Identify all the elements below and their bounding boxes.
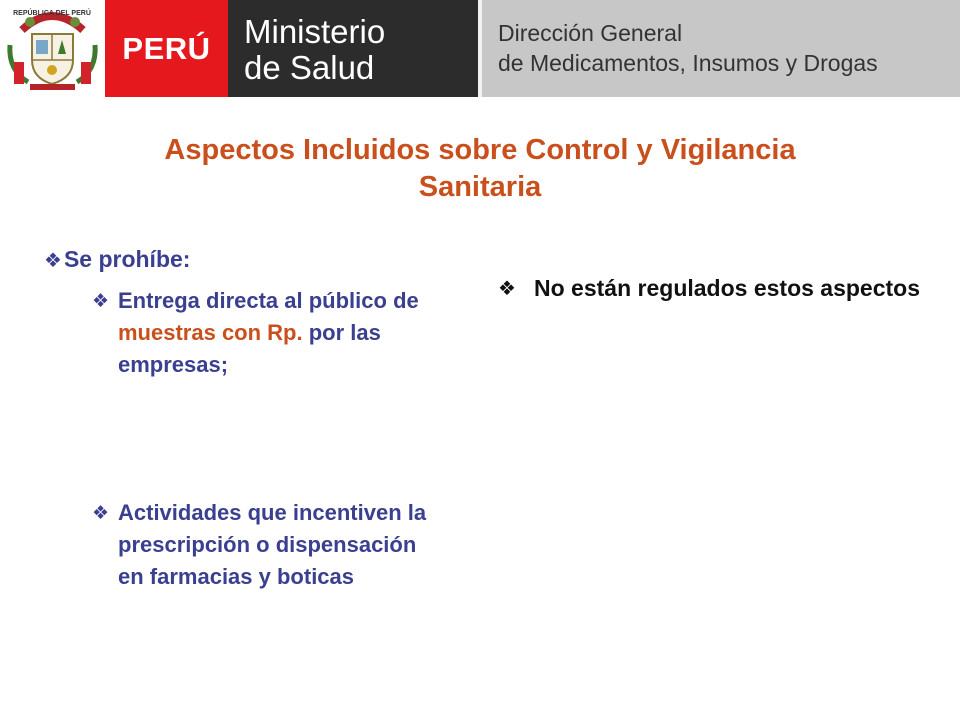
right-list-item <box>498 272 934 304</box>
left-column <box>44 244 464 275</box>
item2-text: Actividades que incentiven la prescripción o dispensación en farmacias y boticas <box>118 500 427 589</box>
diamond-bullet-icon: ❖ <box>44 248 62 272</box>
prohibited-heading <box>44 244 464 275</box>
country-label: PERÚ <box>122 31 211 66</box>
emblem-area <box>0 0 105 97</box>
diamond-bullet-icon: ❖ <box>498 276 516 300</box>
title-line-1: Aspectos Incluidos sobre Control y Vigilancia <box>164 134 796 166</box>
list-item <box>92 497 438 593</box>
ministry-block <box>228 0 478 97</box>
slide-title <box>40 132 920 206</box>
item1-highlight: muestras con Rp. <box>118 320 303 345</box>
emblem-text: REPÚBLICA DEL PERÚ <box>13 10 91 17</box>
direction-line-1: Dirección General <box>498 20 683 46</box>
right-item-text: No están regulados estos aspectos <box>534 275 921 301</box>
peru-block <box>105 0 228 97</box>
ministry-name <box>244 14 385 86</box>
prohibited-heading-text: Se prohíbe: <box>63 246 191 272</box>
header-banner <box>0 0 960 97</box>
ministry-line-2: de Salud <box>244 49 375 86</box>
direction-line-2: de Medicamentos, Insumos y Drogas <box>498 50 878 76</box>
direction-block <box>478 0 960 97</box>
list-item <box>92 285 438 381</box>
item1-text-part1: Entrega directa al público de <box>118 288 419 313</box>
diamond-bullet-icon: ❖ <box>92 290 110 312</box>
peru-coat-of-arms-icon <box>0 0 105 97</box>
title-line-2: Sanitaria <box>418 171 542 203</box>
diamond-bullet-icon: ❖ <box>92 502 110 524</box>
direction-name <box>498 18 878 78</box>
item1-text-part2: por las empresas; <box>118 320 381 377</box>
ministry-line-1: Ministerio <box>244 13 386 50</box>
